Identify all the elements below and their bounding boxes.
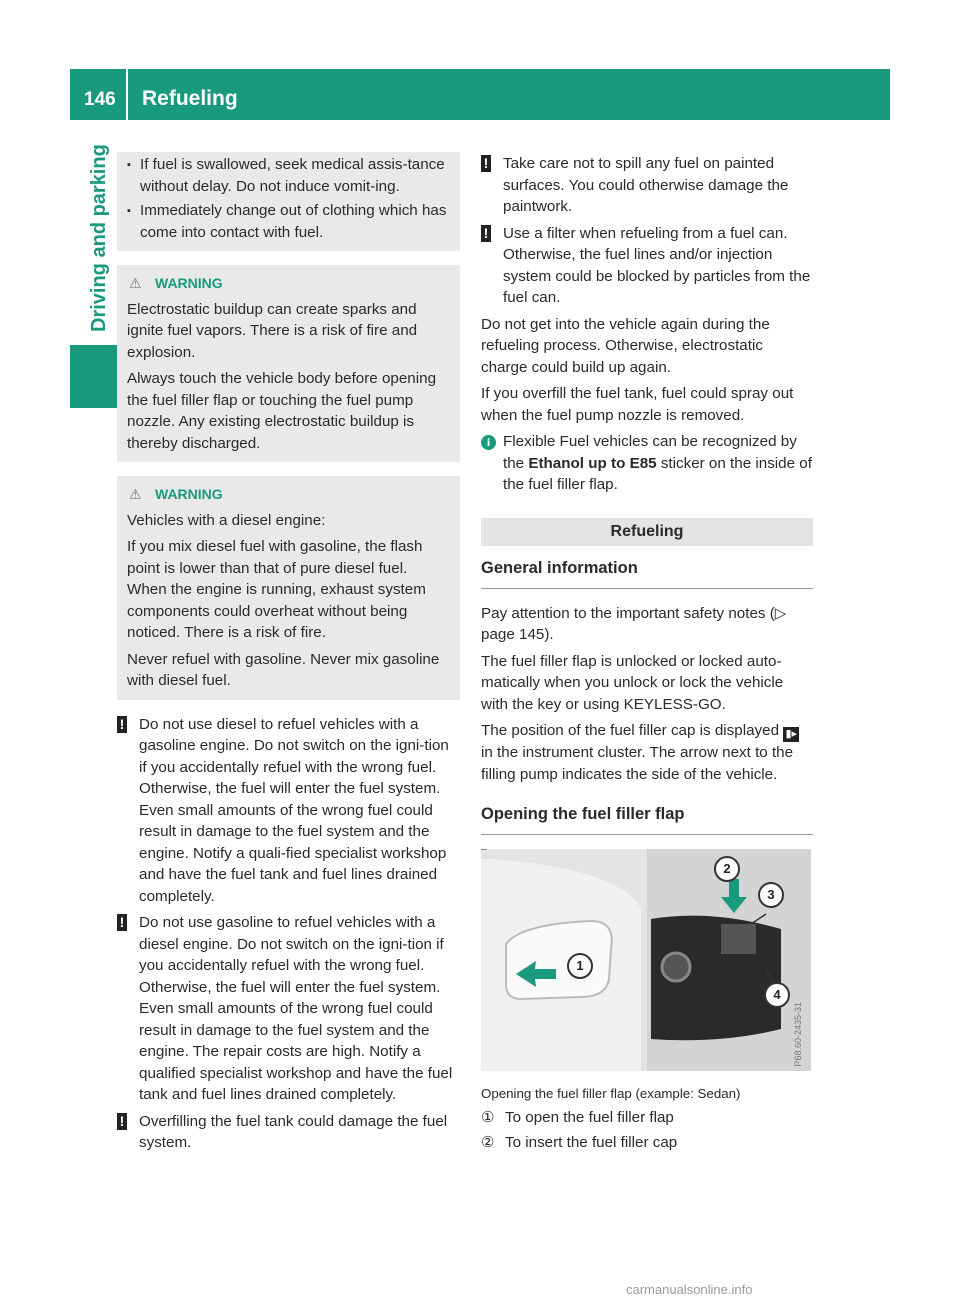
body-text: The position of the fuel filler cap is displayed ▮▸ in the instrument cluster. The arrow next to the filling pump indicates the side of the vehicle. [481, 720, 813, 785]
callout-4: 4 [764, 982, 790, 1008]
fuel-pump-icon: ▮▸ [783, 727, 799, 742]
warning-box [117, 476, 460, 700]
fuel-flap-drawing [481, 849, 811, 1071]
caution-note: ! Do not use gasoline to refuel vehicles with a diesel engine. Do not switch on the igni-tion if you accidentally refuel with the wrong fuel. Otherwise, the fuel will enter the fuel system. Even small amounts of the wrong fuel could result in damage to the fuel system and the engine. The repair costs are high. Notify a qualified specialist workshop and have the fuel tank and fuel lines drained completely. [117, 912, 460, 1106]
warning-text: Vehicles with a diesel engine: [127, 511, 326, 529]
page-number: 146 [84, 89, 116, 110]
warning-text: Electrostatic buildup can create sparks and ignite fuel vapors. There is a risk of fire and explosion. [127, 300, 418, 361]
legend-item: ① To open the fuel filler flap [481, 1109, 674, 1126]
header-divider [126, 69, 128, 120]
callout-1: 1 [567, 953, 593, 979]
exclamation-icon: ! [481, 155, 491, 172]
page-header [70, 69, 890, 120]
warning-text: Always touch the vehicle body before opening the fuel filler flap or touching the fuel pump nozzle. Any existing electrostatic buildup is thereby discharged. [127, 370, 437, 452]
bullet-item: ▪ If fuel is swallowed, seek medical assis-tance without delay. Do not induce vomit-ing. [127, 154, 450, 197]
warning-triangle-icon: ⚠ [129, 275, 142, 291]
body-text: Pay attention to the important safety notes (▷ page 145). [481, 604, 787, 643]
figure-caption: Opening the fuel filler flap (example: Sedan) [481, 1085, 741, 1101]
bullet-box [117, 152, 460, 251]
body-text: The fuel filler flap is unlocked or locked auto-matically when you unlock or lock the vehicle with the key or using KEYLESS-GO. [481, 652, 784, 713]
general-info-heading: General information [481, 546, 813, 589]
warning-heading: ⚠ WARNING [127, 484, 450, 506]
warning-box [117, 265, 460, 462]
exclamation-icon: ! [481, 225, 491, 242]
warning-triangle-icon: ⚠ [129, 486, 142, 502]
caution-note: ! Take care not to spill any fuel on painted surfaces. You could otherwise damage the paintwork. [481, 153, 813, 218]
fuel-flap-illustration [481, 849, 811, 1071]
left-column [117, 152, 460, 1159]
exclamation-icon: ! [117, 716, 127, 733]
bullet-item: ▪ Immediately change out of clothing which has come into contact with fuel. [127, 200, 450, 243]
legend-item: ② To insert the fuel filler cap [481, 1133, 678, 1151]
section-title: Refueling [481, 518, 813, 547]
exclamation-icon: ! [117, 1113, 127, 1130]
page-title: Refueling [142, 87, 238, 110]
right-column [481, 153, 813, 1153]
caution-note: ! Do not use diesel to refuel vehicles with a gasoline engine. Do not switch on the igni-tion if you accidentally refuel with the wrong fuel. Otherwise, the fuel will enter the fuel system. Even small amounts of the wrong fuel could result in damage to the fuel system and the engine. Notify a quali-fied specialist workshop and have the fuel tank and fuel lines drained completely. [117, 714, 460, 908]
info-note: i Flexible Fuel vehicles can be recognized by the Ethanol up to E85 sticker on the inside of the fuel filler flap. [481, 431, 813, 496]
caution-note: ! Use a filter when refueling from a fuel can. Otherwise, the fuel lines and/or injection system could be blocked by particles from the fuel can. [481, 223, 813, 309]
warning-heading: ⚠ WARNING [127, 273, 450, 295]
callout-3: 3 [758, 882, 784, 908]
opening-flap-heading: Opening the fuel filler flap [481, 790, 813, 835]
warning-text: If you mix diesel fuel with gasoline, the flash point is lower than that of pure diesel fuel. When the engine is running, exhaust system components could overheat without being noticed. There is a risk of fire. [127, 538, 426, 641]
body-text: Do not get into the vehicle again during the refueling process. Otherwise, electrostatic charge could build up again. [481, 315, 770, 376]
warning-text: Never refuel with gasoline. Never mix gasoline with diesel fuel. [127, 650, 440, 689]
exclamation-icon: ! [117, 914, 127, 931]
bullet-icon: ▪ [127, 159, 131, 171]
watermark: carmanualsonline.info [626, 1282, 753, 1297]
side-tab-label: Driving and parking [88, 144, 110, 332]
info-icon: i [481, 435, 496, 450]
figure-code: P68.60-2435-31 [792, 1001, 803, 1067]
caution-note: ! Overfilling the fuel tank could damage the fuel system. [117, 1111, 460, 1154]
body-text: If you overfill the fuel tank, fuel could spray out when the fuel pump nozzle is removed. [481, 385, 794, 424]
callout-2: 2 [714, 856, 740, 882]
bullet-icon: ▪ [127, 205, 131, 217]
